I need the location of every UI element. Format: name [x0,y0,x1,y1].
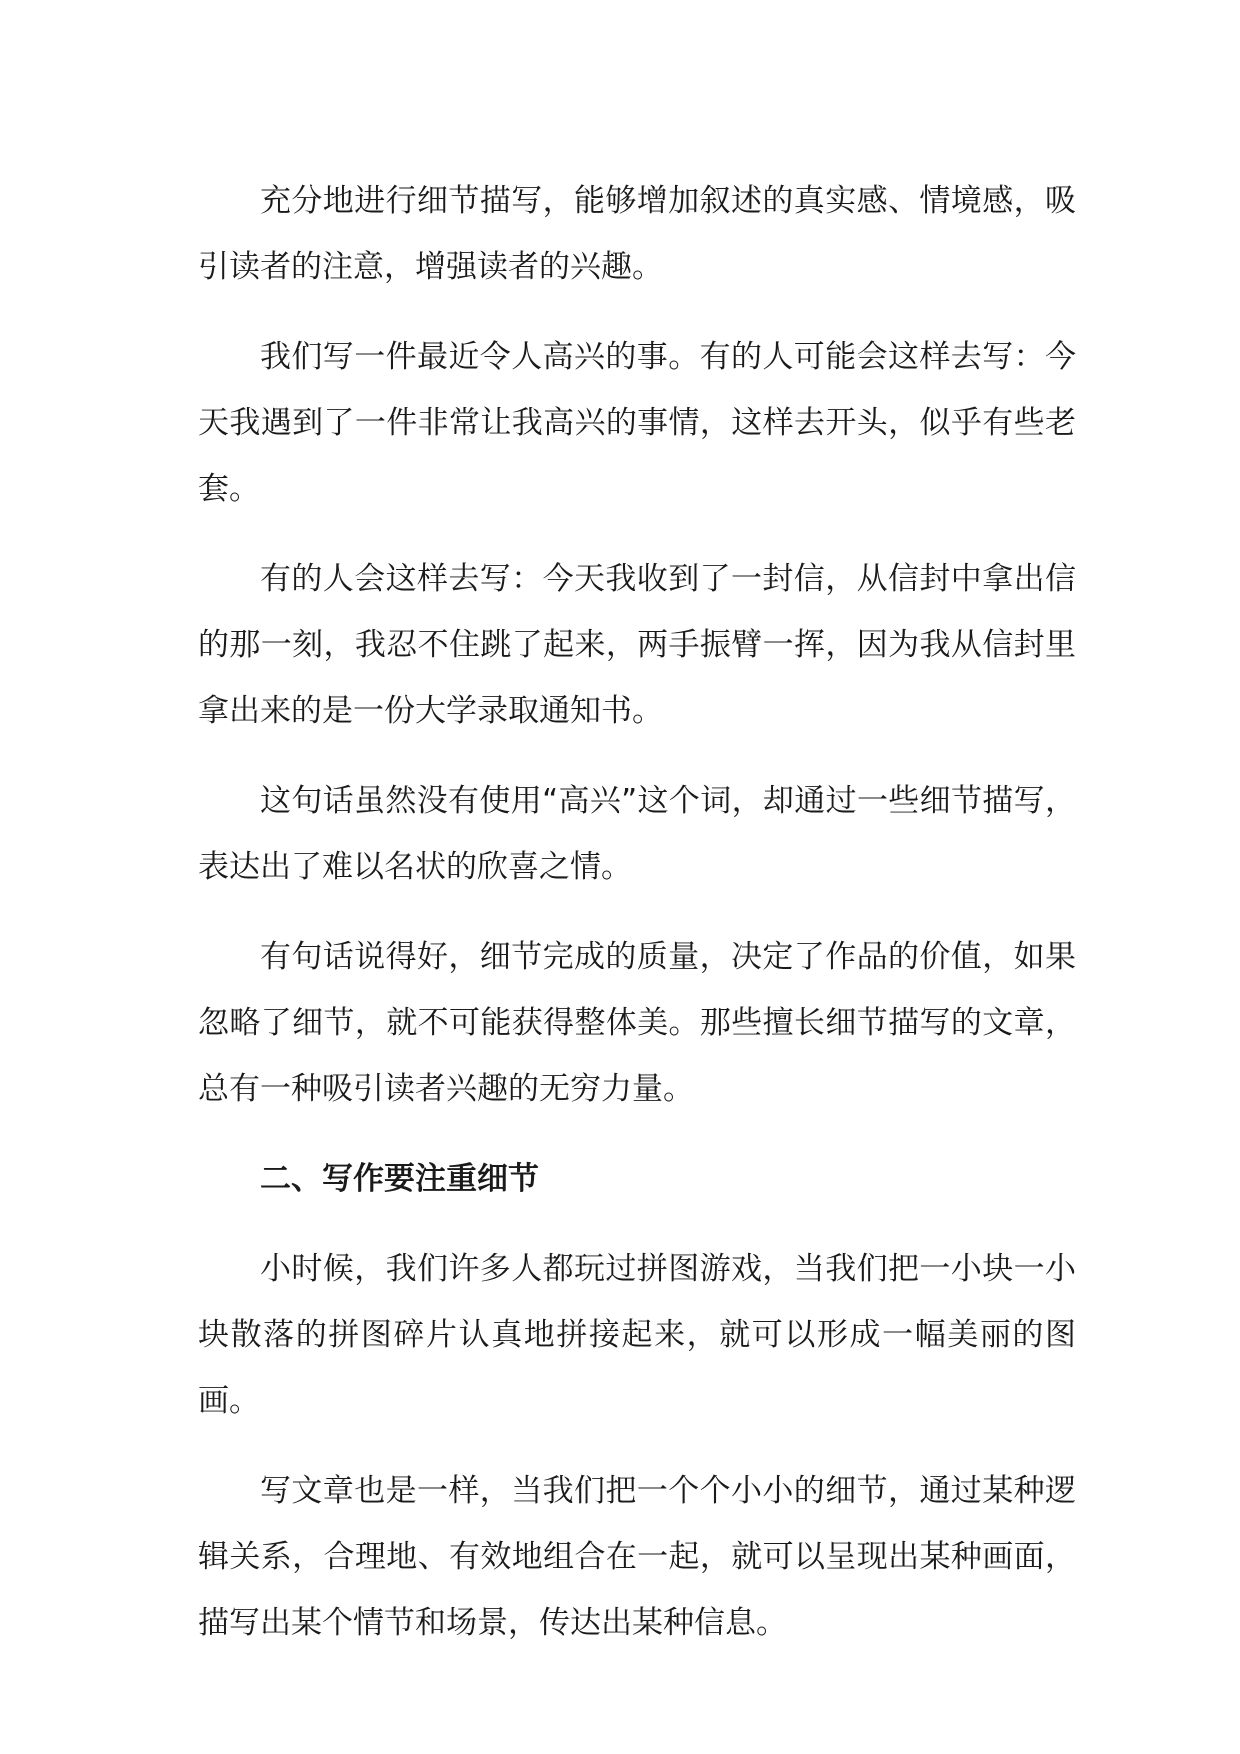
paragraph: 小时候，我们许多人都玩过拼图游戏，当我们把一小块一小块散落的拼图碎片认真地拼接起来，就可以形成一幅美丽的图画。 [198,1251,1076,1419]
paragraph: 充分地进行细节描写，能够增加叙述的真实感、情境感，吸引读者的注意，增强读者的兴趣。 [198,183,1076,285]
section-heading: 二、写作要注重细节 [260,1161,539,1197]
paragraph: 有句话说得好，细节完成的质量，决定了作品的价值，如果忽略了细节，就不可能获得整体美。那些擅长细节描写的文章，总有一种吸引读者兴趣的无穷力量。 [198,939,1076,1107]
paragraph: 有的人会这样去写：今天我收到了一封信，从信封中拿出信的那一刻，我忍不住跳了起来，两手振臂一挥，因为我从信封里拿出来的是一份大学录取通知书。 [198,561,1076,729]
paragraph: 我们写一件最近令人高兴的事。有的人可能会这样去写：今天我遇到了一件非常让我高兴的事情，这样去开头，似乎有些老套。 [198,339,1076,507]
paragraph: 这句话虽然没有使用“高兴”这个词，却通过一些细节描写，表达出了难以名状的欣喜之情。 [198,783,1076,885]
document-body [198,168,1076,1680]
paragraph: 写文章也是一样，当我们把一个个小小的细节，通过某种逻辑关系，合理地、有效地组合在一起，就可以呈现出某种画面，描写出某个情节和场景，传达出某种信息。 [198,1473,1076,1641]
